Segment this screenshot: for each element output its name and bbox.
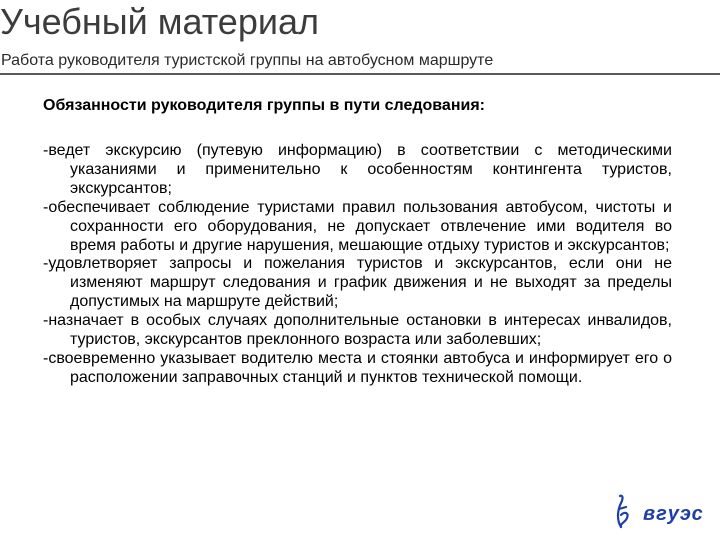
duty-item: -удовлетворяет запросы и пожелания туристов и экскурсантов, если они не изменяют маршрут следования и график движения и не выходят за пределы допустимых на маршруте действий; [43,255,672,311]
title-divider [0,73,720,75]
duty-item: -назначает в особых случаях дополнительные остановки в интересах инвалидов, туристов, экскурсантов преклонного возраста или заболевших; [43,312,672,349]
slide-title: Учебный материал [0,1,319,42]
duties-list [43,142,672,388]
logo-text: вгуэс [643,503,704,525]
section-heading: Обязанности руководителя группы в пути следования: [43,97,485,114]
duty-item: -своевременно указывает водителю места и стоянки автобуса и информирует его о расположении заправочных станций и пунктов технической помощи. [43,349,672,386]
logo-emblem-icon [611,493,711,533]
duty-item: -ведет экскурсию (путевую информацию) в соответствии с методическими указаниями и применительно к особенностям контингента туристов, экскурсантов; [43,142,672,197]
slide-subtitle: Работа руководителя туристской группы на автобусном маршруте [1,52,494,69]
university-logo [611,493,711,533]
duty-item: -обеспечивает соблюдение туристами правил пользования автобусом, чистоты и сохранности его оборудования, не допускает отвлечение ими водителя во время работы и другие нарушения, мешающие отдыху туристов и экскурсантов; [43,198,672,254]
